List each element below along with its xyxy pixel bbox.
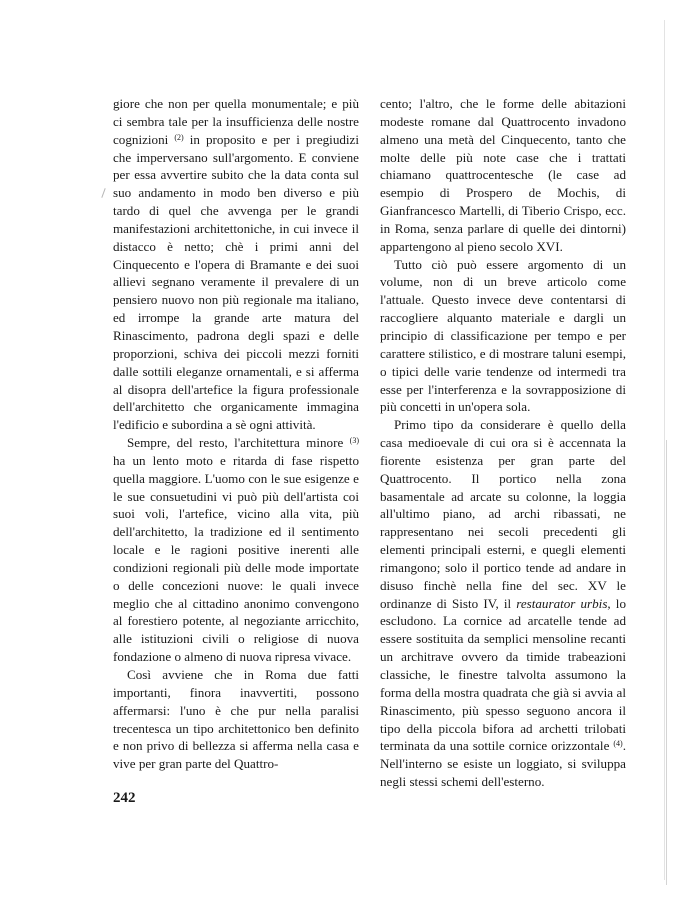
paragraph-text: cento; l'altro, che le forme delle abitazioni modeste romane dal Quattrocento invadono almeno una metà del Cinquecento, tanto che molte delle più note case che i trattati chiamano quattrocentesche (le case ad esempio di Prospero de Mochis, di Gianfrancesco Martelli, di Tiberio Crispo, ecc. in Roma, senza parlare di quelle dei dintorni) appartengono al pieno secolo XVI. <box>380 96 626 254</box>
paragraph <box>113 666 359 773</box>
paragraph-text: Sempre, del resto, l'architettura minore <box>127 435 350 451</box>
page-edge-shadow-lower <box>666 440 667 885</box>
paragraph-text: Così avviene che in Roma due fatti importanti, finora inavvertiti, possono affermarsi: l'uno è che pur nella paralisi trecentesca un tipo architettonico ben definito e non privo di bellezza si afferma nella casa e vive per gran parte del Quattro- <box>113 667 359 772</box>
italic-phrase: restaurator urbis <box>516 595 608 611</box>
paragraph-text: giore che non per quella monumentale; e più ci sembra tale per la insufficienza delle nostre cognizioni <box>113 96 359 147</box>
right-text-column <box>380 95 626 791</box>
page-edge-shadow <box>664 20 665 880</box>
page-number: 242 <box>113 790 136 806</box>
paragraph <box>380 416 626 791</box>
footnote-ref: (2) <box>174 132 184 142</box>
left-text-column <box>113 95 359 773</box>
paragraph-text: ha un lento moto e ritarda di fase rispetto quella maggiore. L'uomo con le sue esigenze e le sue consuetudini vi può più dell'artista coi suoi voli, l'artefice, vicino alla vita, più dell'architetto, la tradizione ed il sentimento locale e le ragioni positive inerenti alle condizioni regionali più delle mode importate o delle concezioni nuove: le quali invece meglio che al cittadino anonimo convengono al forestiero potente, al negoziante arricchito, alle istituzioni civili o religiose di nuova fondazione o almeno di nuova ripresa vivace. <box>113 452 359 665</box>
margin-pencil-mark <box>101 188 105 198</box>
paragraph <box>113 434 359 666</box>
paragraph <box>380 256 626 417</box>
paragraph-text: in proposito e per i pregiudizi che imperversano sull'argomento. E conviene per essa avvertire subito che la data conta sul suo andamento in modo ben diverso e più tardo di quel che avvenga per le grandi manifestazioni architettoniche, in cui invece il distacco è netto; chè i primi anni del Cinquecento e l'opera di Bramante e dei suoi allievi segnano veramente il prevalere di un pensiero nuovo non più regionale ma italiano, ed irrompe la grande arte matura del Rinascimento, padrona degli spazi e delle proporzioni, schiva dei piccoli mezzi forniti dalle sottili eleganze ornamentali, e si afferma al disopra dell'artefice la figura professionale dell'architetto che organicamente immagina l'edificio e subordina a sè ogni attività. <box>113 131 359 433</box>
paragraph <box>380 95 626 256</box>
paragraph <box>113 95 359 434</box>
paragraph-text: Primo tipo da considerare è quello della casa medioevale di cui ora si è accennata la fiorente esistenza per gran parte del Quattrocento. Il portico nella zona basamentale ad arcate su colonne, la loggia all'ultimo piano, ad archi ribassati, ne rappresentano nei secoli precedenti gli elementi principali esterni, e quegli elementi rimangono; solo il portico tende ad andare in disuso finchè nella fine del sec. XV le ordinanze di Sisto IV, il <box>380 417 626 611</box>
paragraph-text: . Nell'interno se esiste un loggiato, si sviluppa negli stessi schemi dell'esterno. <box>380 738 626 790</box>
footnote-ref: (4) <box>613 739 623 749</box>
footnote-ref: (3) <box>349 436 359 446</box>
paragraph-text: , lo escludono. La cornice ad arcatelle tende ad essere sostituita da semplici mensoline recanti un architrave ovvero da timide trabeazioni classiche, le finestre talvolta assumono la forma della mostra quadrata che già si avvia al Rinascimento, più spesso seguono ancora il tipo della piccola bifora ad archetti trilobati terminata da una sottile cornice orizzontale <box>380 595 626 754</box>
paragraph-text: Tutto ciò può essere argomento di un volume, non di un breve articolo come l'attuale. Questo invece deve contentarsi di raccogliere alquanto materiale e dargli un principio di classificazione per tempo e per carattere stilistico, e di mostrare taluni esempi, o tipici delle varie tendenze od intermedi tra esse per l'interferenza e la sovrapposizione di più concetti in un'opera sola. <box>380 256 626 415</box>
